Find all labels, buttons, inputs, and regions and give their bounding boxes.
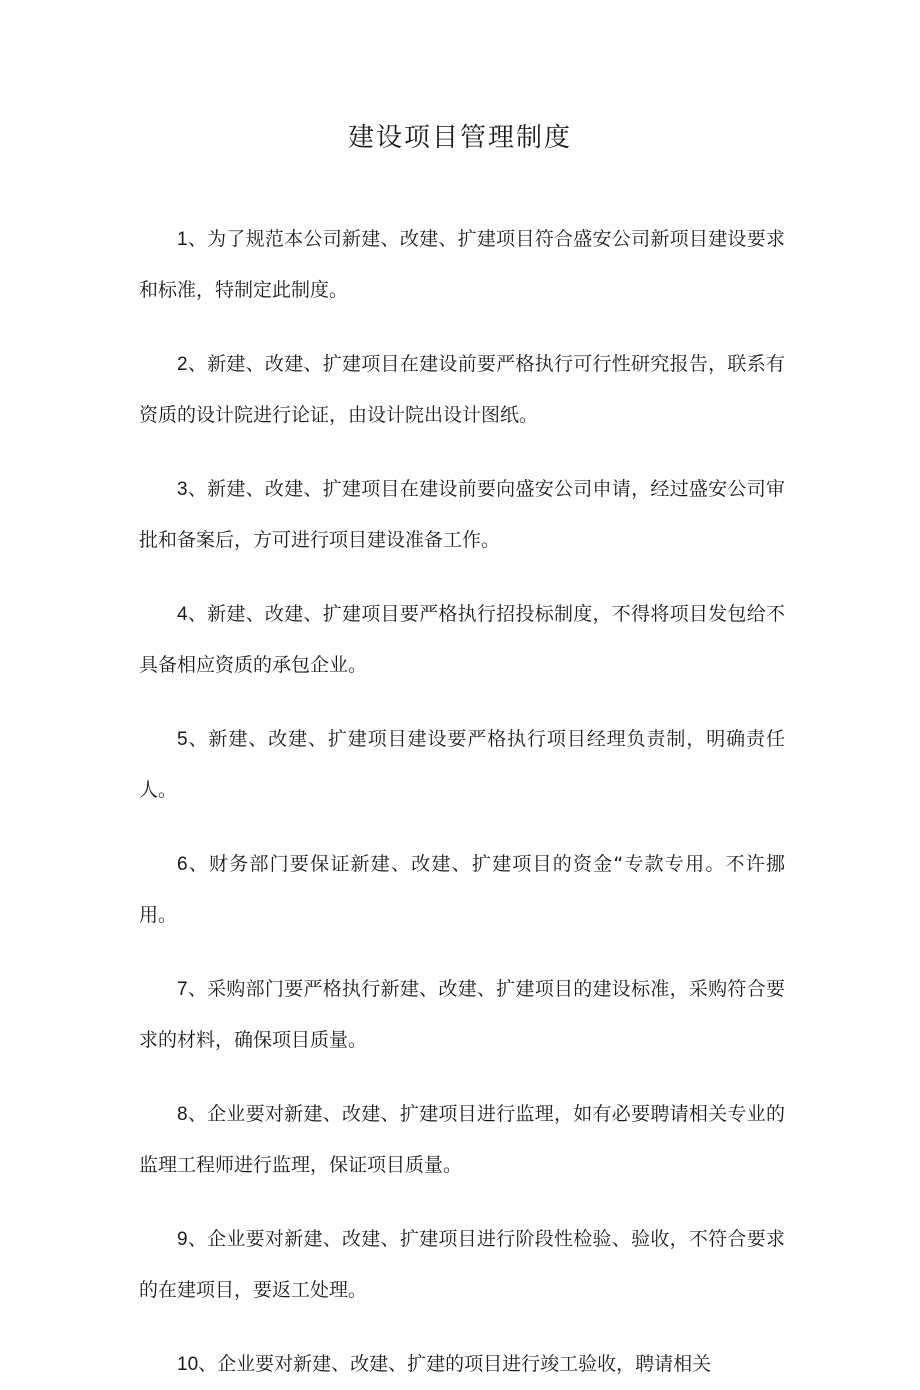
clause-separator: 、 bbox=[187, 228, 208, 250]
clause-3 bbox=[139, 464, 785, 565]
clause-8 bbox=[139, 1089, 785, 1190]
clause-number: 2 bbox=[177, 354, 188, 375]
clause-text: 企业要对新建、改建、扩建项目进行监理，如有必要聘请相关专业的监理工程师进行监理，保证项目质量。 bbox=[139, 1103, 785, 1176]
clause-text: 财务部门要保证新建、改建、扩建项目的资金“专款专用。不许挪用。 bbox=[139, 853, 785, 926]
clause-9 bbox=[139, 1214, 785, 1315]
clause-number: 10 bbox=[177, 1354, 199, 1375]
clause-text: 为了规范本公司新建、改建、扩建项目符合盛安公司新项目建设要求和标准，特制定此制度。 bbox=[139, 228, 785, 301]
clause-7 bbox=[139, 964, 785, 1065]
clause-separator: 、 bbox=[187, 978, 208, 1000]
clause-number: 4 bbox=[177, 604, 188, 625]
clause-separator: 、 bbox=[187, 603, 208, 625]
document-title: 建设项目管理制度 bbox=[347, 123, 572, 153]
clause-text: 新建、改建、扩建项目要严格执行招投标制度，不得将项目发包给不具备相应资质的承包企业。 bbox=[139, 603, 785, 676]
clause-separator: 、 bbox=[187, 728, 209, 750]
clause-text: 新建、改建、扩建项目在建设前要严格执行可行性研究报告，联系有资质的设计院进行论证，由设计院出设计图纸。 bbox=[139, 353, 785, 426]
clause-number: 8 bbox=[177, 1104, 188, 1125]
clause-separator: 、 bbox=[187, 353, 208, 375]
clause-text: 采购部门要严格执行新建、改建、扩建项目的建设标准，采购符合要求的材料，确保项目质量。 bbox=[139, 978, 785, 1051]
clause-10 bbox=[139, 1339, 785, 1390]
clause-text: 企业要对新建、改建、扩建项目进行阶段性检验、验收，不符合要求的在建项目，要返工处理。 bbox=[139, 1228, 785, 1301]
clause-number: 9 bbox=[177, 1229, 188, 1250]
clause-number: 5 bbox=[177, 729, 188, 750]
clause-separator: 、 bbox=[198, 1353, 218, 1375]
clause-number: 1 bbox=[177, 229, 188, 250]
clause-text: 新建、改建、扩建项目建设要严格执行项目经理负责制，明确责任人。 bbox=[139, 728, 785, 801]
clause-text: 企业要对新建、改建、扩建的项目进行竣工验收，聘请相关 bbox=[217, 1353, 712, 1375]
clause-6 bbox=[139, 839, 785, 940]
clause-1 bbox=[139, 214, 785, 315]
clause-5 bbox=[139, 714, 785, 815]
clause-separator: 、 bbox=[187, 853, 210, 875]
clause-number: 6 bbox=[177, 854, 188, 875]
clause-separator: 、 bbox=[187, 1103, 208, 1125]
clause-2 bbox=[139, 339, 785, 440]
clause-number: 7 bbox=[177, 979, 188, 1000]
clause-separator: 、 bbox=[187, 1228, 208, 1250]
clause-text: 新建、改建、扩建项目在建设前要向盛安公司申请，经过盛安公司审批和备案后，方可进行项目建设准备工作。 bbox=[139, 478, 785, 551]
clause-4 bbox=[139, 589, 785, 690]
clause-separator: 、 bbox=[187, 478, 208, 500]
clause-list bbox=[139, 214, 785, 1390]
clause-number: 3 bbox=[177, 479, 188, 500]
